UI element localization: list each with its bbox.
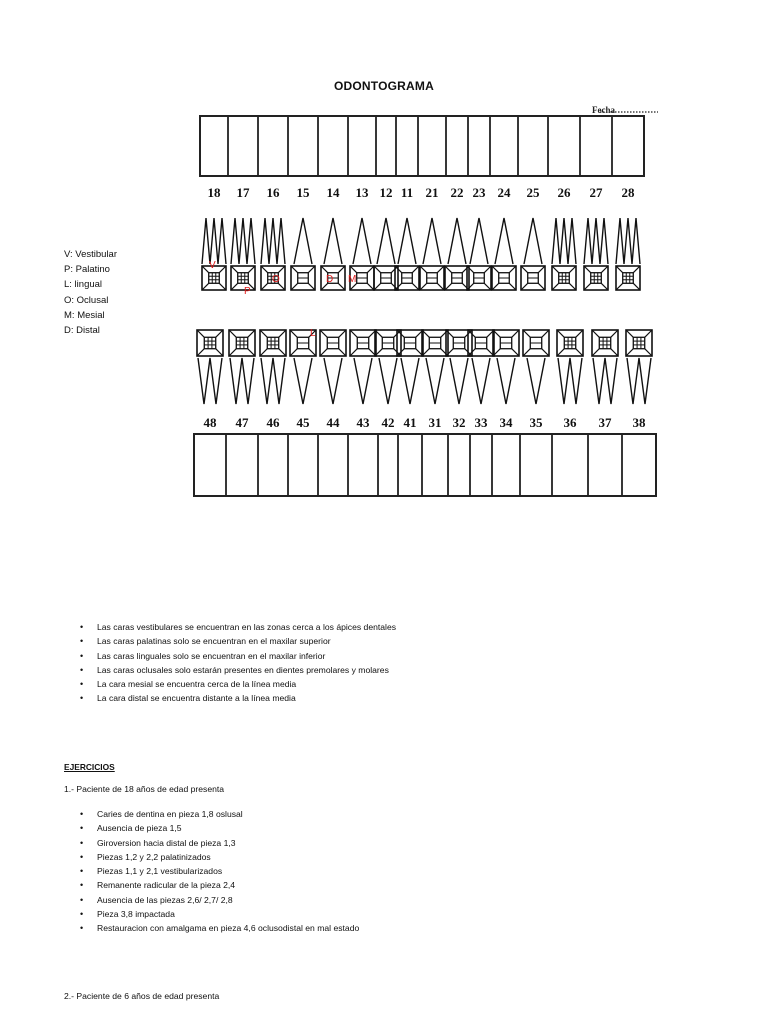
list-item: • Ausencia de las piezas 2,6/ 2,7/ 2,8	[97, 893, 359, 907]
upper-tooth-23	[467, 218, 491, 290]
lower-tooth-number-32: 32	[452, 415, 466, 430]
upper-tooth-number-28: 28	[621, 185, 635, 200]
upper-tooth-number-25: 25	[526, 185, 540, 200]
lower-tooth-number-34: 34	[499, 415, 513, 430]
list-item: • Caries de dentina en pieza 1,8 oslusal	[97, 807, 359, 821]
upper-notes-box-frame	[200, 116, 644, 176]
upper-tooth-number-27: 27	[589, 185, 603, 200]
exercise-1-intro: 1.- Paciente de 18 años de edad presenta	[64, 784, 225, 794]
upper-tooth-number-18: 18	[207, 185, 221, 200]
upper-tooth-number-26: 26	[557, 185, 571, 200]
crown-37	[592, 330, 618, 356]
mark-d: D	[326, 274, 334, 285]
lower-notes-box-frame	[194, 434, 656, 496]
list-item: • La cara distal se encuentra distante a la línea media	[97, 691, 396, 705]
lower-tooth-43	[350, 330, 376, 404]
legend-item-lingual: L: lingual	[64, 279, 103, 291]
date-label-fragment: Fecha	[592, 105, 615, 115]
lower-tooth-number-47: 47	[235, 415, 249, 430]
crown-25	[521, 266, 545, 290]
crown-34	[493, 330, 519, 356]
list-item: • Las caras palatinas solo se encuentran en el maxilar superior	[97, 634, 396, 648]
list-item: • Piezas 1,2 y 2,2 palatinizados	[97, 850, 359, 864]
legend-item-palatino: P: Palatino	[64, 264, 110, 276]
upper-tooth-number-22: 22	[450, 185, 464, 200]
crown-17	[231, 266, 255, 290]
lower-tooth-37	[592, 330, 618, 404]
lower-tooth-number-33: 33	[474, 415, 488, 430]
legend-item-oclusal: O: Oclusal	[64, 294, 109, 306]
upper-tooth-number-23: 23	[472, 185, 486, 200]
list-item: • Ausencia de pieza 1,5	[97, 821, 359, 835]
lower-tooth-number-36: 36	[563, 415, 577, 430]
crown-48	[197, 330, 223, 356]
crown-24	[492, 266, 516, 290]
crown-27	[584, 266, 608, 290]
lower-tooth-35	[523, 330, 549, 404]
upper-tooth-number-21: 21	[425, 185, 439, 200]
crown-46	[260, 330, 286, 356]
lower-tooth-number-44: 44	[326, 415, 340, 430]
crown-23	[467, 266, 491, 290]
legend	[64, 247, 117, 338]
lower-tooth-46	[260, 330, 286, 404]
lower-tooth-number-31: 31	[428, 415, 442, 430]
exercise-1-list	[80, 807, 359, 936]
list-item: • Las caras oclusales solo estarán presentes en dientes premolares y molares	[97, 663, 396, 677]
crown-43	[350, 330, 376, 356]
crown-15	[291, 266, 315, 290]
legend-item-distal: D: Distal	[64, 325, 100, 337]
odontogram-svg	[180, 104, 680, 510]
upper-tooth-28	[616, 218, 640, 290]
crown-44	[320, 330, 346, 356]
upper-tooth-number-11: 11	[400, 185, 414, 200]
lower-tooth-45	[290, 330, 316, 404]
upper-tooth-15	[291, 218, 315, 290]
exercises-heading: EJERCICIOS	[64, 762, 115, 772]
list-item: • Las caras vestibulares se encuentran en las zonas cerca a los ápices dentales	[97, 620, 396, 634]
mark-l: L	[310, 328, 316, 339]
lower-tooth-number-41: 41	[403, 415, 417, 430]
odontogram-diagram	[180, 104, 680, 510]
lower-tooth-number-42: 42	[381, 415, 395, 430]
lower-tooth-number-43: 43	[356, 415, 370, 430]
crown-47	[229, 330, 255, 356]
upper-tooth-17	[231, 218, 255, 290]
upper-tooth-number-16: 16	[266, 185, 280, 200]
lower-tooth-48	[197, 330, 223, 404]
legend-item-mesial: M: Mesial	[64, 309, 105, 321]
lower-tooth-38	[626, 330, 652, 404]
lower-tooth-44	[320, 330, 346, 404]
legend-item-vestibular: V: Vestibular	[64, 249, 117, 260]
upper-tooth-22	[445, 218, 469, 290]
upper-tooth-26	[552, 218, 576, 290]
crown-28	[616, 266, 640, 290]
upper-tooth-number-24: 24	[497, 185, 511, 200]
mark-o: O	[272, 274, 280, 285]
list-item: • Remanente radicular de la pieza 2,4	[97, 878, 359, 892]
upper-tooth-number-15: 15	[296, 185, 310, 200]
crown-26	[552, 266, 576, 290]
list-item: • La cara mesial se encuentra cerca de la línea media	[97, 677, 396, 691]
crown-31	[422, 330, 448, 356]
lower-tooth-number-46: 46	[266, 415, 280, 430]
mark-v: V	[209, 260, 216, 271]
notes-list	[80, 620, 396, 706]
lower-tooth-36	[557, 330, 583, 404]
crown-21	[420, 266, 444, 290]
upper-tooth-number-17: 17	[236, 185, 250, 200]
upper-tooth-27	[584, 218, 608, 290]
upper-tooth-number-12: 12	[379, 185, 393, 200]
lower-tooth-number-35: 35	[529, 415, 543, 430]
exercise-2-intro: 2.- Paciente de 6 años de edad presenta	[64, 991, 220, 1001]
lower-tooth-number-38: 38	[632, 415, 646, 430]
lower-tooth-number-48: 48	[203, 415, 217, 430]
crown-36	[557, 330, 583, 356]
lower-tooth-34	[493, 330, 519, 404]
lower-tooth-number-45: 45	[296, 415, 310, 430]
upper-tooth-25	[521, 218, 545, 290]
upper-tooth-number-13: 13	[355, 185, 369, 200]
list-item: • Restauracion con amalgama en pieza 4,6 oclusodistal en mal estado	[97, 921, 359, 935]
list-item: • Pieza 3,8 impactada	[97, 907, 359, 921]
mark-m: M	[348, 274, 357, 285]
upper-tooth-18	[202, 218, 226, 290]
list-item: • Piezas 1,1 y 2,1 vestibularizados	[97, 864, 359, 878]
mark-p: P	[244, 286, 251, 297]
crown-38	[626, 330, 652, 356]
page-title: ODONTOGRAMA	[334, 79, 434, 93]
lower-tooth-31	[422, 330, 448, 404]
lower-tooth-number-37: 37	[598, 415, 612, 430]
list-item: • Giroversion hacia distal de pieza 1,3	[97, 836, 359, 850]
upper-tooth-24	[492, 218, 516, 290]
upper-tooth-21	[420, 218, 444, 290]
crown-35	[523, 330, 549, 356]
lower-tooth-47	[229, 330, 255, 404]
upper-tooth-number-14: 14	[326, 185, 340, 200]
list-item: • Las caras linguales solo se encuentran en el maxilar inferior	[97, 649, 396, 663]
crown-22	[445, 266, 469, 290]
